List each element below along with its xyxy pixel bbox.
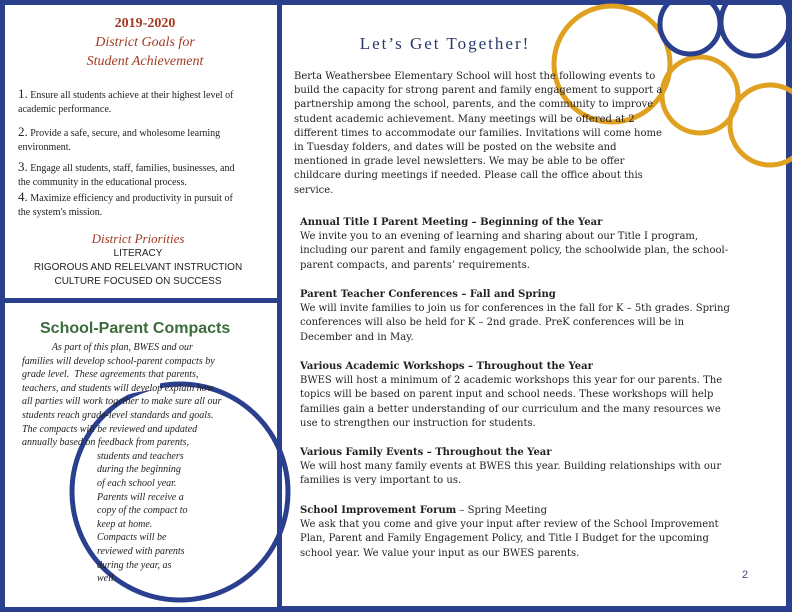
- event-heading: [300, 446, 760, 460]
- intro-line: Berta Weathersbee Elementary School will host the following events to: [294, 71, 656, 82]
- event-heading: [300, 288, 760, 302]
- compacts-line: all parties will work together to make sure all our: [22, 396, 222, 408]
- compacts-line: Parents will receive a: [22, 491, 184, 503]
- priority-item: RIGOROUS AND RELELVANT INSTRUCTION: [33, 262, 243, 273]
- event-heading: [300, 504, 760, 518]
- event-improvement-forum: [300, 504, 760, 561]
- goal-text: Engage all students, staff, families, businesses, and: [27, 163, 235, 174]
- event-line: school year. We value your input as our BWES parents.: [300, 547, 580, 559]
- event-line: We will invite families to join us for conferences in the fall for K – 5th grades. Spring: [300, 303, 730, 315]
- event-line: families is very important to us.: [300, 475, 462, 487]
- event-family-events: [300, 446, 760, 489]
- goal-text: environment.: [18, 141, 72, 153]
- goal-3: [18, 160, 270, 189]
- priority-item: CULTURE FOCUSED ON SUCCESS: [54, 276, 222, 287]
- goal-number: 3.: [18, 159, 28, 174]
- compacts-line: reviewed with parents: [22, 545, 185, 557]
- event-conferences: [300, 288, 760, 345]
- compacts-line: keep at home.: [22, 518, 153, 530]
- goal-text: Maximize efficiency and productivity in pursuit of: [27, 193, 233, 204]
- event-line: We will host many family events at BWES this year. Building relationships with our: [300, 461, 722, 473]
- event-line: conferences will also be held for K – 2nd grade. PreK conferences will be in: [300, 317, 685, 329]
- intro-line: in Tuesday folders, and dates will be posted on the website and: [294, 142, 617, 154]
- goal-number: 2.: [18, 124, 28, 139]
- event-heading-text: Parent Teacher Conferences – Fall and Spring: [300, 289, 556, 300]
- event-line: including our parent and family engagement policy, the schoolwide plan, the school-: [300, 245, 729, 257]
- priorities-title: District Priorities: [91, 231, 185, 246]
- event-line: BWES will host a minimum of 2 academic workshops this year for our parents. The: [300, 375, 723, 387]
- goal-text: Provide a safe, secure, and wholesome learning: [27, 128, 221, 139]
- event-heading: [300, 360, 760, 374]
- intro-line: different times to accommodate our families. Invitations will come home: [294, 127, 662, 139]
- intro-line: mentioned in grade level newsletters. We may be able to be offer: [294, 156, 625, 168]
- right-panel-title: Let’s Get Together!: [359, 34, 531, 53]
- intro-line: build the capacity for strong parent and family engagement to support a: [294, 85, 663, 97]
- event-academic-workshops: [300, 360, 760, 431]
- event-line: topics will be based on parent input and school needs. These workshops will help: [300, 389, 714, 401]
- intro-line: childcare during meetings if needed. Please call the office about this: [294, 170, 643, 182]
- event-heading: [300, 216, 760, 230]
- event-heading-suffix: – Spring Meeting: [456, 505, 547, 516]
- event-heading-text: Annual Title I Parent Meeting – Beginning of the Year: [300, 217, 603, 228]
- event-line: We ask that you come and give your input after review of the School Improvement: [300, 519, 719, 531]
- compacts-line: The compacts will be reviewed and updated: [22, 423, 198, 435]
- event-line: families gain a better understanding of our curriculum and the many resources we: [300, 403, 721, 415]
- goals-title: [60, 14, 230, 71]
- compacts-line: teachers, and students will develop explain how: [22, 382, 214, 394]
- compacts-line: As part of this plan, BWES and our: [22, 342, 193, 353]
- compacts-body: [22, 341, 262, 586]
- goal-text: academic performance.: [18, 103, 112, 115]
- event-line: December and in May.: [300, 331, 414, 343]
- event-line: We invite you to an evening of learning and sharing about our Title I program,: [300, 231, 699, 243]
- compacts-line: annually based on feedback from parents,: [22, 437, 190, 449]
- goals-title-line1: District Goals for: [95, 35, 195, 50]
- compacts-line: during the beginning: [22, 464, 181, 476]
- event-heading-text: Various Academic Workshops – Throughout the Year: [300, 361, 593, 372]
- intro-paragraph: [294, 70, 684, 198]
- priority-item: LITERACY: [113, 248, 163, 259]
- goal-4: [18, 190, 270, 219]
- event-line: Plan, Parent and Family Engagement Policy, and Title I Budget for the upcoming: [300, 533, 709, 545]
- compacts-line: students and teachers: [22, 450, 184, 462]
- event-title-i-meeting: [300, 216, 760, 273]
- compacts-line: of each school year.: [22, 477, 177, 489]
- goals-year: 2019-2020: [114, 16, 176, 31]
- compacts-line: well.: [22, 573, 117, 585]
- intro-line: student academic achievement. Many meetings will be offered at 2: [294, 113, 635, 125]
- left-panel-divider: [0, 298, 282, 303]
- event-heading-text: School Improvement Forum: [300, 505, 457, 516]
- event-line: parent compacts, and parents’ requirements.: [300, 259, 530, 271]
- goal-2: [18, 125, 270, 154]
- compacts-line: during the year, as: [22, 559, 172, 571]
- goal-text: the system's mission.: [18, 206, 103, 218]
- goal-text: the community in the educational process.: [18, 176, 187, 188]
- goal-number: 1.: [18, 86, 28, 101]
- goal-number: 4.: [18, 189, 28, 204]
- compacts-line: grade level. These agreements that parents,: [22, 369, 199, 381]
- intro-line: service.: [294, 184, 334, 196]
- compacts-line: copy of the compact to: [22, 505, 188, 517]
- goal-1: [18, 87, 270, 116]
- intro-line: partnership among the school, parents, and the community to improve: [294, 99, 654, 111]
- page-number: 2: [742, 569, 749, 581]
- compacts-line: Compacts will be: [22, 532, 167, 544]
- goal-text: Ensure all students achieve at their highest level of: [27, 90, 234, 101]
- event-line: use to strengthen our instruction for students.: [300, 417, 536, 429]
- compacts-line: students reach grade-level standards and goals.: [22, 409, 214, 421]
- event-heading-text: Various Family Events – Throughout the Year: [300, 447, 552, 458]
- compacts-title: School-Parent Compacts: [40, 320, 231, 337]
- compacts-line: families will develop school-parent compacts by: [22, 355, 215, 367]
- goals-title-line2: Student Achievement: [86, 54, 204, 69]
